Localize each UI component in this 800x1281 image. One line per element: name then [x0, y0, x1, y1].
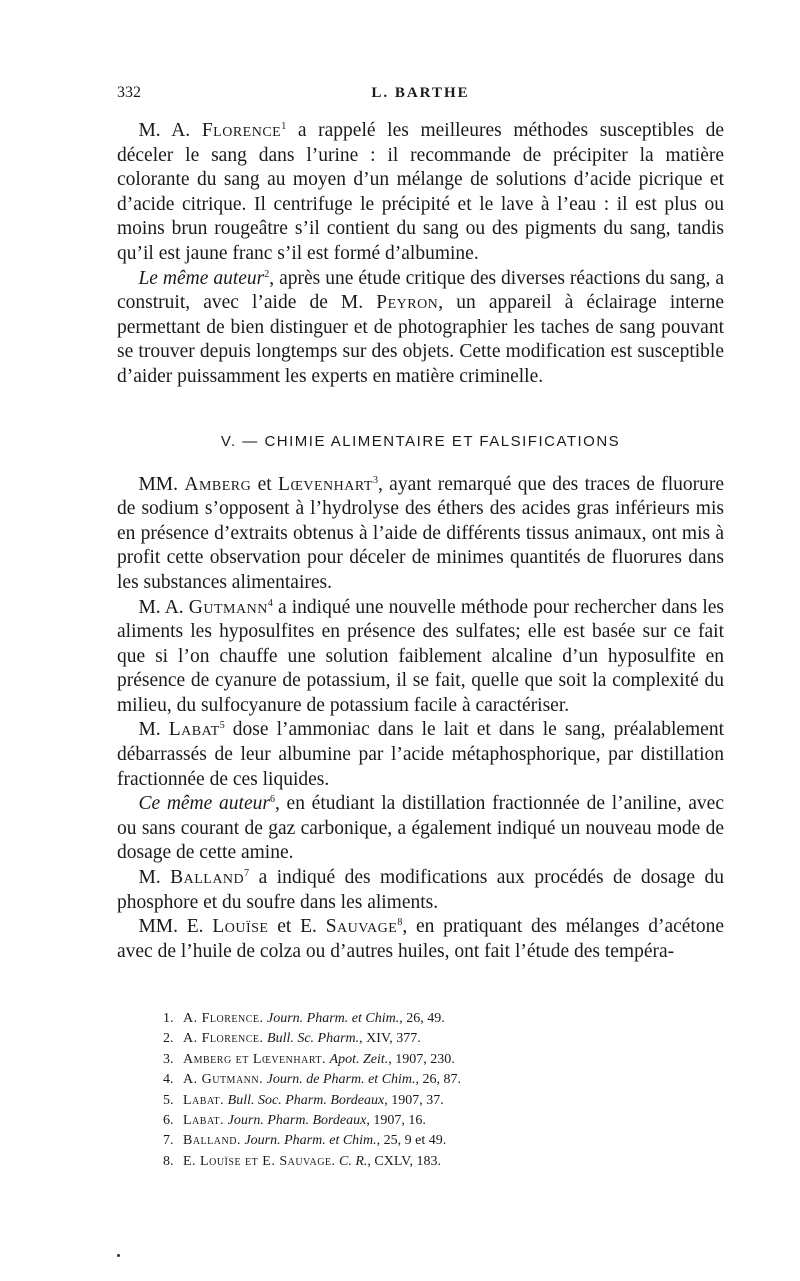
- author-name: Sauvage: [325, 916, 398, 938]
- footnote-ref: 2: [264, 268, 270, 280]
- page-header: [117, 84, 724, 110]
- author-name: Peyron: [376, 292, 439, 314]
- paragraph-labat: M. Labat$^5$ dose l’ammoniac dans le lait et dans le sang, préalablement débarrassés de leur albumine par l’acide métaphosphorique, par distillation fractionnée de ces liquides.: [117, 719, 725, 790]
- author-name: Amberg: [184, 473, 252, 495]
- footnote-1: 1. A. Florence. Journ. Pharm. et Chim., 26, 49.: [163, 1011, 445, 1026]
- footnote-4: 4. A. Gutmann. Journ. de Pharm. et Chim., 26, 87.: [163, 1072, 462, 1088]
- footnote-ref: 3: [372, 474, 378, 486]
- body-text: [117, 119, 724, 964]
- paragraph-balland: M. Balland$^7$ a indiqué des modifications aux procédés de dosage du phosphore et du soufre dans les aliments.: [117, 867, 724, 913]
- page-number: 332: [117, 84, 141, 101]
- author-name: Louïse: [212, 916, 269, 938]
- author-name: Lœvenhart: [278, 473, 373, 495]
- author-name: Florence: [201, 120, 282, 141]
- paragraph-louise-sauvage: MM. E. Louïse et E. Sauvage$^8$, en pratiquant des mélanges d’acétone avec de l’huile de colza ou d’autres huiles, ont fait l’étude des tempéra-: [117, 916, 724, 962]
- paragraph-meme-auteur: Le même auteur$^2$, après une étude critique des diverses réactions du sang, a construit, avec l’aide de M. Peyron, un appareil à éclairage interne permettant de bien distinguer et de photographier les taches de sang pouvant se trouver depuis longtemps sur des objets. Cette modification est susceptible d’aider puissamment les experts en matière criminelle.: [117, 267, 725, 387]
- footnote-ref: 5: [219, 720, 225, 732]
- footnote-8: 8. E. Louïse et E. Sauvage. C. R., CXLV, 183.: [163, 1153, 441, 1169]
- footnote-ref: 4: [267, 597, 273, 609]
- footnote-ref: 1: [281, 121, 287, 132]
- footnote-ref: 8: [397, 917, 403, 929]
- running-head: L. BARTHE: [371, 85, 470, 101]
- footnote-3: 3. Amberg et Lœvenhart. Apot. Zeit., 1907, 230.: [163, 1051, 455, 1067]
- footnote-ref: 6: [269, 794, 275, 806]
- footnote-7: 7. Balland. Journ. Pharm. et Chim., 25, 9 et 49.: [163, 1133, 447, 1149]
- footnote-6: 6. Labat. Journ. Pharm. Bordeaux, 1907, 16.: [163, 1113, 426, 1129]
- ink-speck: [117, 1254, 120, 1257]
- paragraph-ce-meme-auteur: Ce même auteur$^6$, en étudiant la distillation fractionnée de l’aniline, avec ou sans courant de gaz carbonique, a également indiqué un nouveau mode de dosage de cette amine.: [117, 793, 724, 864]
- author-name: Labat: [168, 719, 220, 741]
- author-name: Balland: [170, 867, 245, 889]
- paragraph-amberg: MM. Amberg et Lœvenhart$^3$, ayant remarqué que des traces de fluorure de sodium s’opposent à l’hydrolyse des éthers des acides gras inférieurs mis en présence d’extraits obtenus à l’aide de différents tissus animaux, ont mis à profit cette observation pour déceler de minimes quantités de fluorures dans les substances alimentaires.: [117, 473, 724, 593]
- paragraph-gutmann: M. A. Gutmann$^4$ a indiqué une nouvelle méthode pour rechercher dans les aliments les hyposulfites en présence des sulfates; elle est basée sur ce fait que si l’on chauffe une solution faiblement alcaline d’un hyposulfite en présence de cyanure de potassium, il se fait, quelle que soit la complexité du milieu, du sulfocyanure de potassium facile à caractériser.: [117, 596, 724, 716]
- footnote-2: 2. A. Florence. Bull. Sc. Pharm., XIV, 377.: [163, 1031, 421, 1047]
- footnotes: [163, 1009, 723, 1172]
- section-heading: V. — CHIMIE ALIMENTAIRE ET FALSIFICATIONS: [220, 432, 621, 450]
- author-name: Gutmann: [188, 596, 268, 618]
- footnote-ref: 7: [244, 868, 250, 880]
- footnote-5: 5. Labat. Bull. Soc. Pharm. Bordeaux, 1907, 37.: [163, 1092, 444, 1108]
- paragraph-florence: M. A. Florence$^1$ a rappelé les meilleures méthodes susceptibles de déceler le sang dans l’urine : il recommande de précipiter la matière colorante du sang au moyen d’un mélange de solutions d’acide picrique et d’acide citrique. Il centrifuge le précipité et le lave à l’eau : il est plus ou moins brun rougeâtre s’il contient du sang ou des pigments du sang, tandis qu’il est jaune franc s’il est formé d’albumine.: [117, 120, 724, 264]
